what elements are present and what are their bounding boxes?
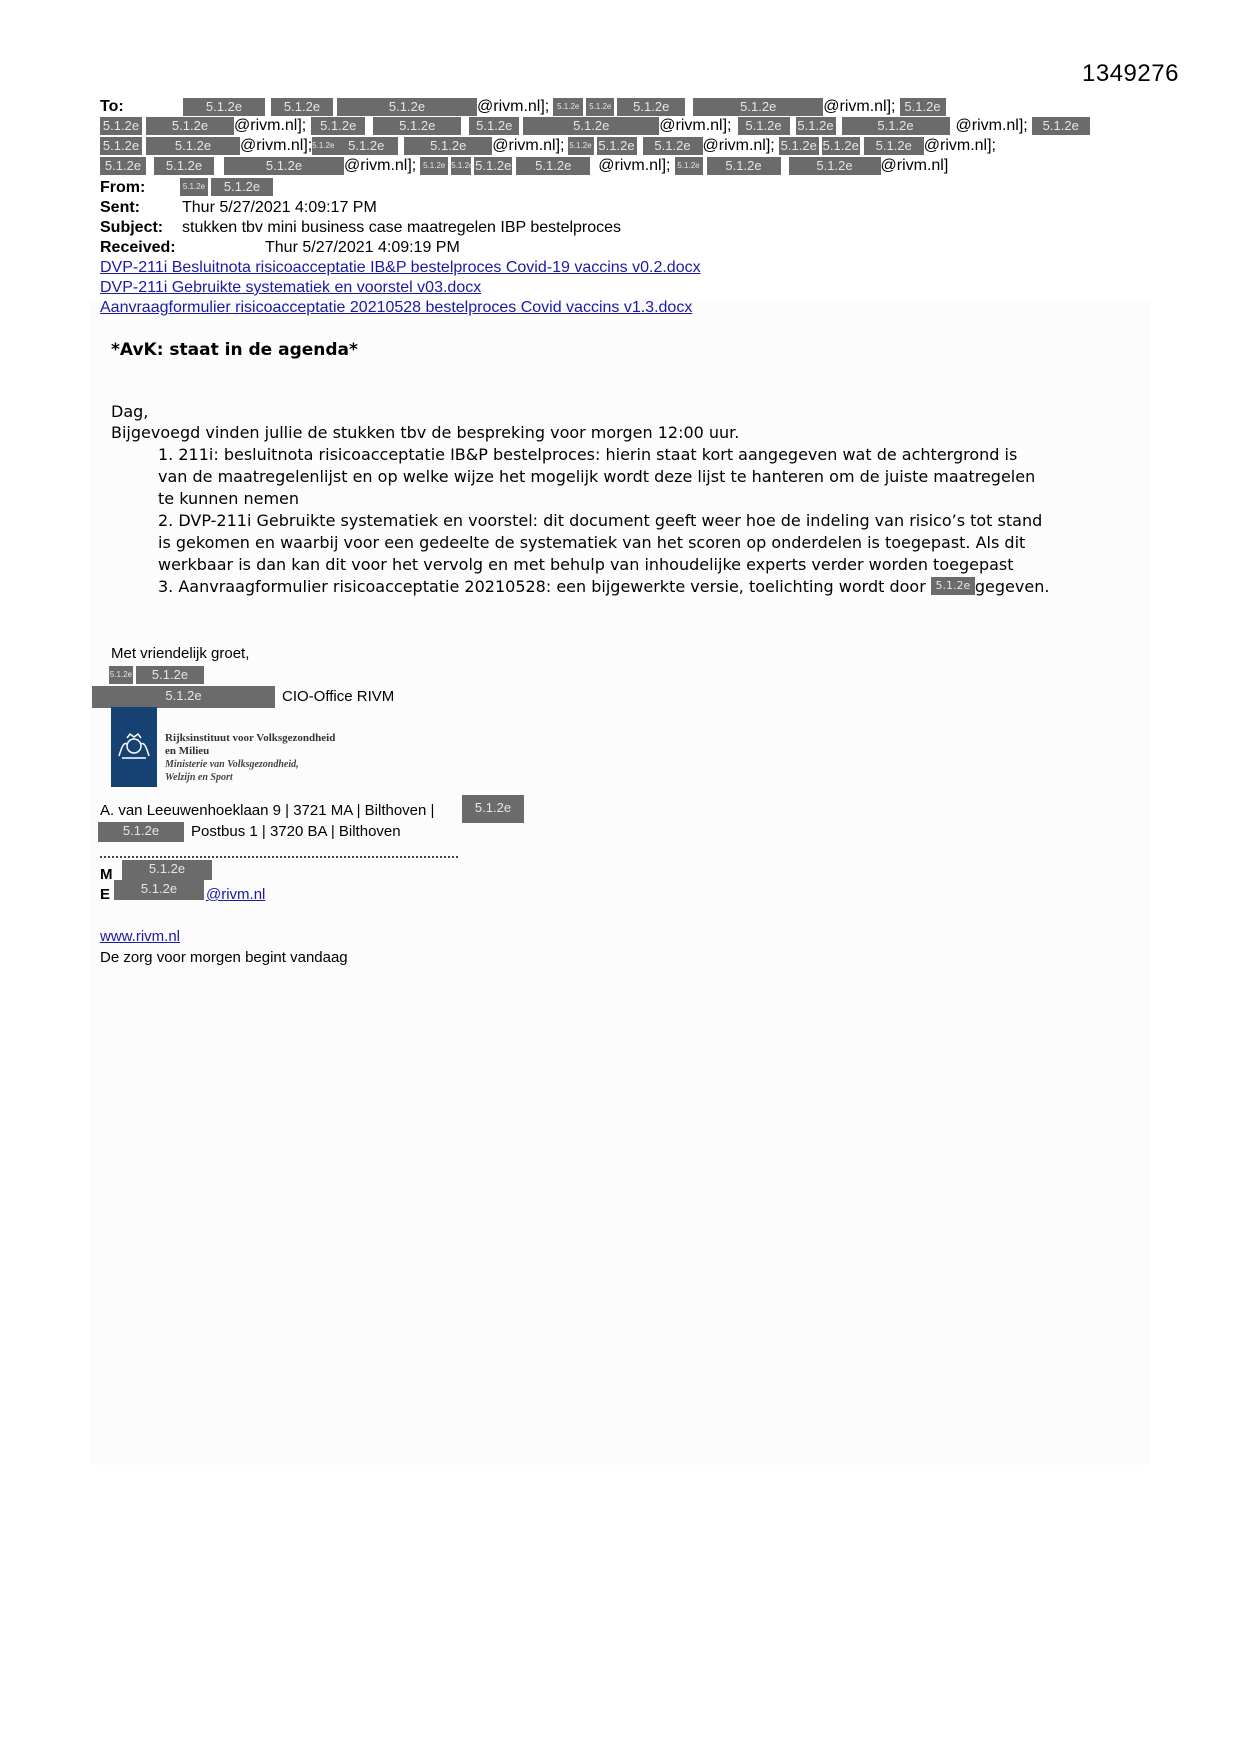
redaction: 5.1.2e [523,117,659,135]
redaction: 5.1.2e [98,822,184,842]
address-line-2-redaction [98,822,184,842]
email-link[interactable]: @rivm.nl [206,886,266,903]
signer-name [109,666,204,684]
redaction: 5.1.2e [337,98,477,116]
coat-of-arms-icon [116,732,152,762]
redaction: 5.1.2e [475,158,512,173]
document-id: 1349276 [1082,60,1179,87]
list-item-2-line-1: 2. DVP-211i Gebruikte systematiek en voorstel: dit document geeft weer hoe de indeling van risico’s tot stand [158,511,1043,530]
logo-line-2: en Milieu [165,745,210,757]
mobile-value [122,860,212,880]
email-domain: @rivm.nl]; [702,137,775,154]
rivm-logo-text [165,732,335,784]
email-domain: @rivm.nl]; [477,98,550,115]
redaction: 5.1.2e [100,117,142,135]
redaction: 5.1.2e [643,137,703,155]
redaction: 5.1.2e [109,666,133,684]
sent-value: Thur 5/27/2021 4:09:17 PM [182,199,377,216]
email-domain: @rivm.nl]; [344,157,417,174]
closing: Met vriendelijk groet, [111,645,250,662]
redaction: 5.1.2e [136,666,204,684]
redaction: 5.1.2e [451,157,471,175]
received-label: Received: [100,239,176,256]
redaction: 5.1.2e [842,117,950,135]
redaction: 5.1.2e [211,178,273,196]
subject-label: Subject: [100,219,164,236]
intro-text: Bijgevoegd vinden jullie de stukken tbv de bespreking voor morgen 12:00 uur. [111,423,740,442]
address-redaction [462,795,524,823]
redaction: 5.1.2e [568,137,594,155]
redaction: 5.1.2e [598,138,635,153]
email-domain: @rivm.nl]; [598,157,671,174]
redaction: 5.1.2e [900,98,946,116]
redaction: 5.1.2e [822,138,859,153]
redaction: 5.1.2e [738,117,790,135]
attachment-link-3[interactable]: Aanvraagformulier risicoacceptatie 20210528 bestelproces Covid vaccins v1.3.docx [100,299,693,316]
from-label: From: [100,179,146,196]
received-value: Thur 5/27/2021 4:09:19 PM [265,239,460,256]
redaction: 5.1.2e [789,157,881,175]
redaction: 5.1.2e [180,178,208,196]
redaction: 5.1.2e [271,98,333,116]
redaction: 5.1.2e [864,137,924,155]
logo-line-4: Welzijn en Sport [165,772,233,783]
to-row-1 [100,98,946,116]
email-value [114,880,204,900]
list-item-2-line-2: is gekomen en waarbij voor een gedeelte de systematiek van het scoren op onderdelen is toegepast. Als dit [158,533,1026,552]
attachment-link-2[interactable]: DVP-211i Gebruikte systematiek en voorstel v03.docx [100,279,482,296]
separator-dotted [100,856,458,858]
agenda-note: *AvK: staat in de agenda* [111,340,358,360]
redaction: 5.1.2e [780,138,817,153]
mobile-label: M [100,866,113,883]
logo-line-3: Ministerie van Volksgezondheid, [165,759,299,770]
signer-title [92,686,275,708]
rivm-logo [111,707,157,787]
website-link[interactable]: www.rivm.nl [100,928,181,945]
email-domain: @rivm.nl]; [492,137,565,154]
redaction: 5.1.2e [675,157,703,175]
redaction: 5.1.2e [586,98,614,116]
email-domain: @rivm.nl]; [823,98,896,115]
redaction: 5.1.2e [100,137,142,155]
redaction: 5.1.2e [146,137,240,155]
redaction: 5.1.2e [92,686,275,708]
department: CIO-Office RIVM [282,688,395,705]
redaction: 5.1.2e [114,880,204,900]
sent-label: Sent: [100,199,140,216]
redaction: 5.1.2e [100,157,146,175]
attachment-link-1[interactable]: DVP-211i Besluitnota risicoacceptatie IB&P bestelproces Covid-19 vaccins v0.2.docx [100,259,701,276]
redaction: 5.1.2e [420,157,448,175]
redaction: 5.1.2e [516,157,590,175]
address-line-1 [100,802,434,819]
subject-value: stukken tbv mini business case maatregelen IBP bestelproces [182,219,622,236]
list-item-2-line-3: werkbaar is dan kan dit voor het vervolg en met behulp van inhoudelijke experts verder worden toegepast [158,555,1014,574]
to-row-2 [100,117,1090,135]
logo-line-1: Rijksinstituut voor Volksgezondheid [165,732,336,744]
postal-address: Postbus 1 | 3720 BA | Bilthoven [191,823,401,840]
email-domain: @rivm.nl]; [240,137,313,154]
from-value [180,178,273,196]
visit-address: A. van Leeuwenhoeklaan 9 | 3721 MA | Bilthoven | [100,802,435,819]
redaction: 5.1.2e [1032,117,1090,135]
greeting: Dag, [111,402,149,421]
list-item-1-line-3: te kunnen nemen [158,489,300,508]
redaction: 5.1.2e [707,157,781,175]
redaction: 5.1.2e [797,118,834,133]
list-item-3-end: gegeven. [974,577,1050,596]
redaction: 5.1.2e [469,117,519,135]
redaction: 5.1.2e [146,117,234,135]
email-domain: @rivm.nl]; [659,117,732,134]
redaction: 5.1.2e [693,98,823,116]
to-label: To: [100,98,124,115]
redaction: 5.1.2e [224,157,344,175]
redaction: 5.1.2e [373,117,461,135]
redaction: 5.1.2e [122,860,212,880]
list-item-3 [158,577,1049,596]
redaction: 5.1.2e [553,98,583,116]
redaction: 5.1.2e [462,795,524,823]
redaction: 5.1.2e [311,117,365,135]
redaction: 5.1.2e [154,157,214,175]
list-item-3-text: 3. Aanvraagformulier risicoacceptatie 20210528: een bijgewerkte versie, toelichting wordt door [158,577,931,596]
redaction: 5.1.2e [617,98,685,116]
to-row-4 [100,157,948,175]
email-label: E [100,886,111,903]
redaction: 5.1.2e [183,98,265,116]
slogan: De zorg voor morgen begint vandaag [100,949,348,966]
list-item-1-line-2: van de maatregelenlijst en op welke wijze het mogelijk wordt deze lijst te hanteren om de juiste maatregelen [158,467,1036,486]
redaction: 5.1.2e [312,137,334,155]
redaction: 5.1.2e [931,577,975,595]
email-domain: @rivm.nl] [880,157,949,174]
redaction: 5.1.2e [404,137,492,155]
redaction: 5.1.2e [334,137,398,155]
email-domain: @rivm.nl]; [234,117,307,134]
to-row-3 [100,137,996,155]
list-item-1-line-1: 1. 211i: besluitnota risicoacceptatie IB&P bestelproces: hierin staat kort aangegeven wat de achtergrond is [158,445,1018,464]
email-domain: @rivm.nl]; [923,137,996,154]
email-domain: @rivm.nl]; [955,117,1028,134]
